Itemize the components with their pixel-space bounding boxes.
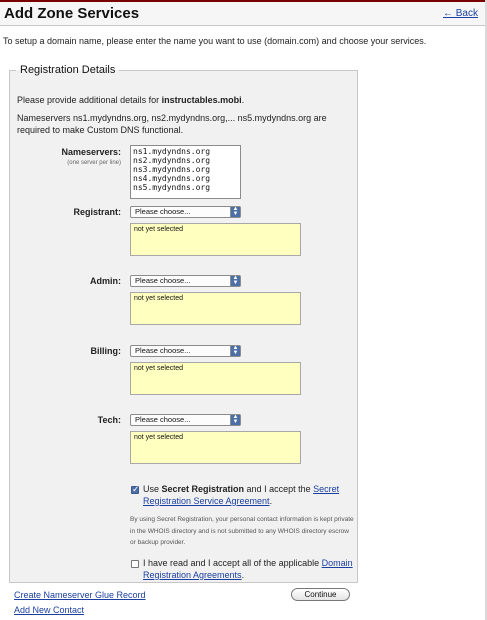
page-title: Add Zone Services <box>4 5 140 22</box>
nameserver-line: ns4.mydyndns.org <box>133 174 211 183</box>
tech-select[interactable]: Please choose... ▲ ▼ <box>130 414 241 426</box>
nameserver-line: ns5.mydyndns.org <box>133 183 211 192</box>
select-arrows-icon: ▲ ▼ <box>230 207 240 217</box>
billing-label: Billing: <box>90 346 121 356</box>
nameservers-label: Nameservers: <box>61 147 121 157</box>
admin-info-box: not yet selected <box>130 292 301 325</box>
nameserver-line: ns1.mydyndns.org <box>133 147 211 156</box>
nameserver-notice: Nameservers ns1.mydyndns.org, ns2.mydyndns.org,... ns5.mydyndns.org are required to make Custom DNS functional. <box>17 113 327 135</box>
billing-select[interactable]: Please choose... ▲ ▼ <box>130 345 241 357</box>
registration-details-fieldset <box>9 64 358 583</box>
secret-registration-text: Use Secret Registration and I accept the Secret Registration Service Agreement. <box>143 484 340 506</box>
secret-agreement-link[interactable]: Secret Registration Service Agreement <box>143 484 340 506</box>
secret-registration-note: By using Secret Registration, your personal contact information is kept private in the WHOIS directory and is not submitted to any WHOIS directory escrow or backup provider. <box>130 516 354 546</box>
select-arrows-icon: ▲ ▼ <box>230 415 240 425</box>
billing-info-box: not yet selected <box>130 362 301 395</box>
tech-info-box: not yet selected <box>130 431 301 464</box>
nameserver-line: ns2.mydyndns.org <box>133 156 211 165</box>
create-glue-record-link[interactable]: Create Nameserver Glue Record <box>14 590 146 600</box>
accept-agreements-checkbox[interactable] <box>131 560 139 568</box>
domain-name: instructables.mobi <box>161 95 242 105</box>
admin-select[interactable]: Please choose... ▲ ▼ <box>130 275 241 287</box>
add-new-contact-link[interactable]: Add New Contact <box>14 605 85 615</box>
intro-text: To setup a domain name, please enter the name you want to use (domain.com) and choose your services. <box>3 36 427 46</box>
provide-details-text: Please provide additional details for instructables.mobi. <box>17 95 245 105</box>
nameserver-line: ns3.mydyndns.org <box>133 165 211 174</box>
select-arrows-icon: ▲ ▼ <box>230 276 240 286</box>
nameservers-textarea[interactable] <box>130 145 241 199</box>
secret-registration-checkbox[interactable] <box>131 486 139 494</box>
tech-label: Tech: <box>97 415 121 425</box>
domain-agreements-link[interactable]: Domain Registration Agreements <box>143 558 353 580</box>
registrant-info-box: not yet selected <box>130 223 301 256</box>
nameservers-hint: (one server per line) <box>67 160 121 166</box>
accept-agreements-text: I have read and I accept all of the applicable Domain Registration Agreements. <box>143 558 353 580</box>
continue-button[interactable]: Continue <box>291 588 350 601</box>
registrant-label: Registrant: <box>73 207 121 217</box>
page-header <box>0 0 487 26</box>
registrant-select[interactable]: Please choose... ▲ ▼ <box>130 206 241 218</box>
select-arrows-icon: ▲ ▼ <box>230 346 240 356</box>
admin-label: Admin: <box>90 276 121 286</box>
back-link[interactable]: ← Back <box>442 8 478 19</box>
fieldset-legend: Registration Details <box>20 64 116 76</box>
